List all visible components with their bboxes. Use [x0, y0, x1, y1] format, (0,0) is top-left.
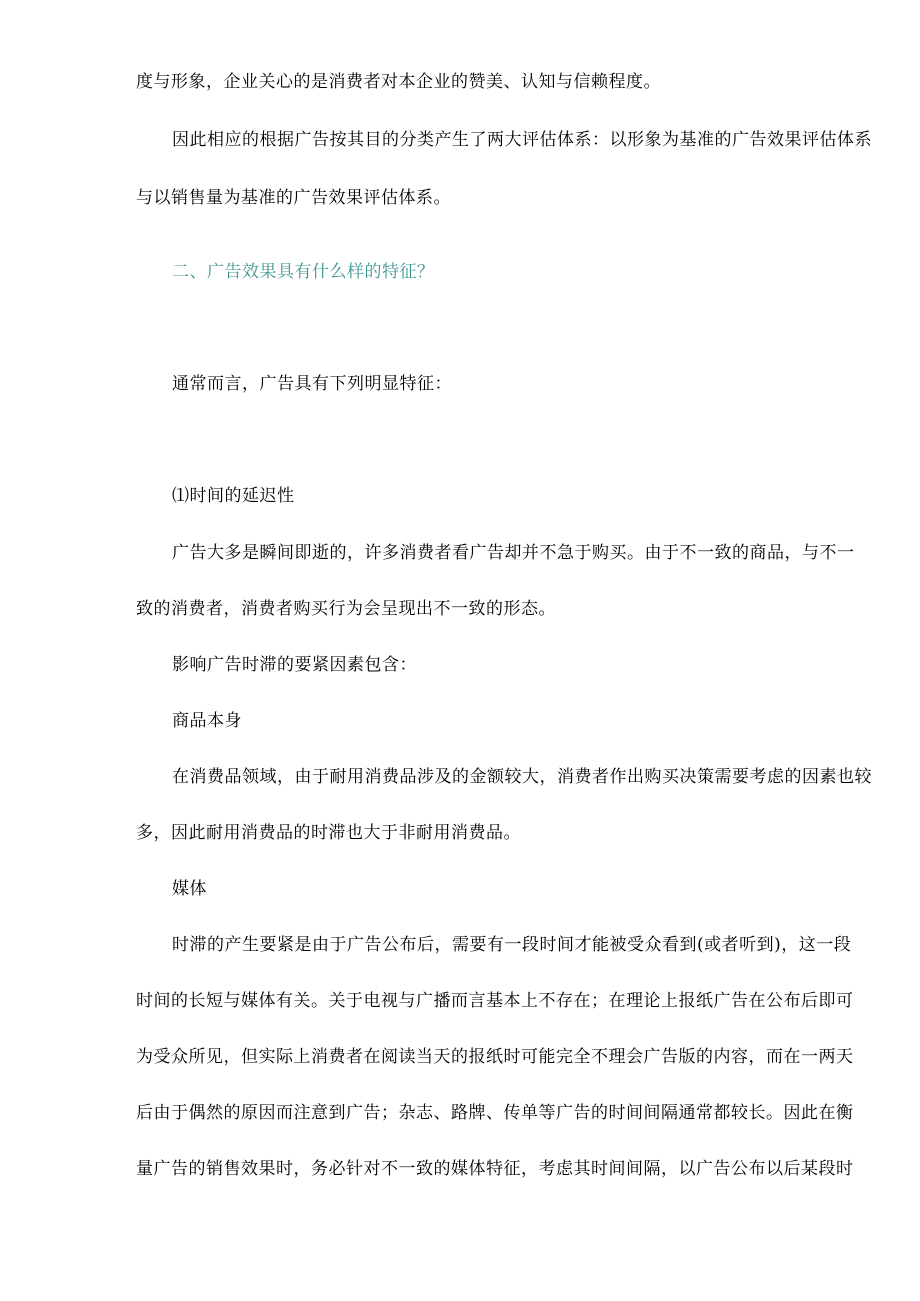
paragraph-line: 在消费品领域，由于耐用消费品涉及的金额较大，消费者作出购买决策需要考虑的因素也较	[172, 767, 872, 787]
paragraph-line: 时滞的产生要紧是由于广告公布后，需要有一段时间才能被受众看到(或者听到)，这一段	[172, 935, 852, 955]
paragraph-line: 度与形象，企业关心的是消费者对本企业的赞美、认知与信赖程度。	[136, 72, 661, 92]
paragraph-line: 影响广告时滞的要紧因素包含：	[172, 655, 417, 675]
subsection-heading: 媒体	[172, 879, 207, 899]
paragraph-line: 广告大多是瞬间即逝的，许多消费者看广告却并不急于购买。由于不一致的商品，与不一	[172, 543, 855, 563]
paragraph-line: 后由于偶然的原因而注意到广告；杂志、路牌、传单等广告的时间间隔通常都较长。因此在衡	[136, 1103, 854, 1123]
subsection-heading: ⑴时间的延迟性	[172, 486, 295, 506]
paragraph-line: 通常而言，广告具有下列明显特征：	[172, 374, 452, 394]
paragraph-line: 量广告的销售效果时，务必针对不一致的媒体特征，考虑其时间间隔，以广告公布以后某段时	[136, 1159, 854, 1179]
section-heading: 二、广告效果具有什么样的特征？	[172, 262, 435, 282]
paragraph-line: 因此相应的根据广告按其目的分类产生了两大评估体系：以形象为基准的广告效果评估体系	[172, 130, 872, 150]
paragraph-line: 致的消费者，消费者购买行为会呈现出不一致的形态。	[136, 599, 556, 619]
subsection-heading: 商品本身	[172, 711, 242, 731]
paragraph-line: 与以销售量为基准的广告效果评估体系。	[136, 188, 451, 208]
paragraph-line: 为受众所见，但实际上消费者在阅读当天的报纸时可能完全不理会广告版的内容，而在一两天	[136, 1047, 854, 1067]
paragraph-line: 时间的长短与媒体有关。关于电视与广播而言基本上不存在；在理论上报纸广告在公布后即可	[136, 991, 854, 1011]
paragraph-line: 多，因此耐用消费品的时滞也大于非耐用消费品。	[136, 823, 521, 843]
